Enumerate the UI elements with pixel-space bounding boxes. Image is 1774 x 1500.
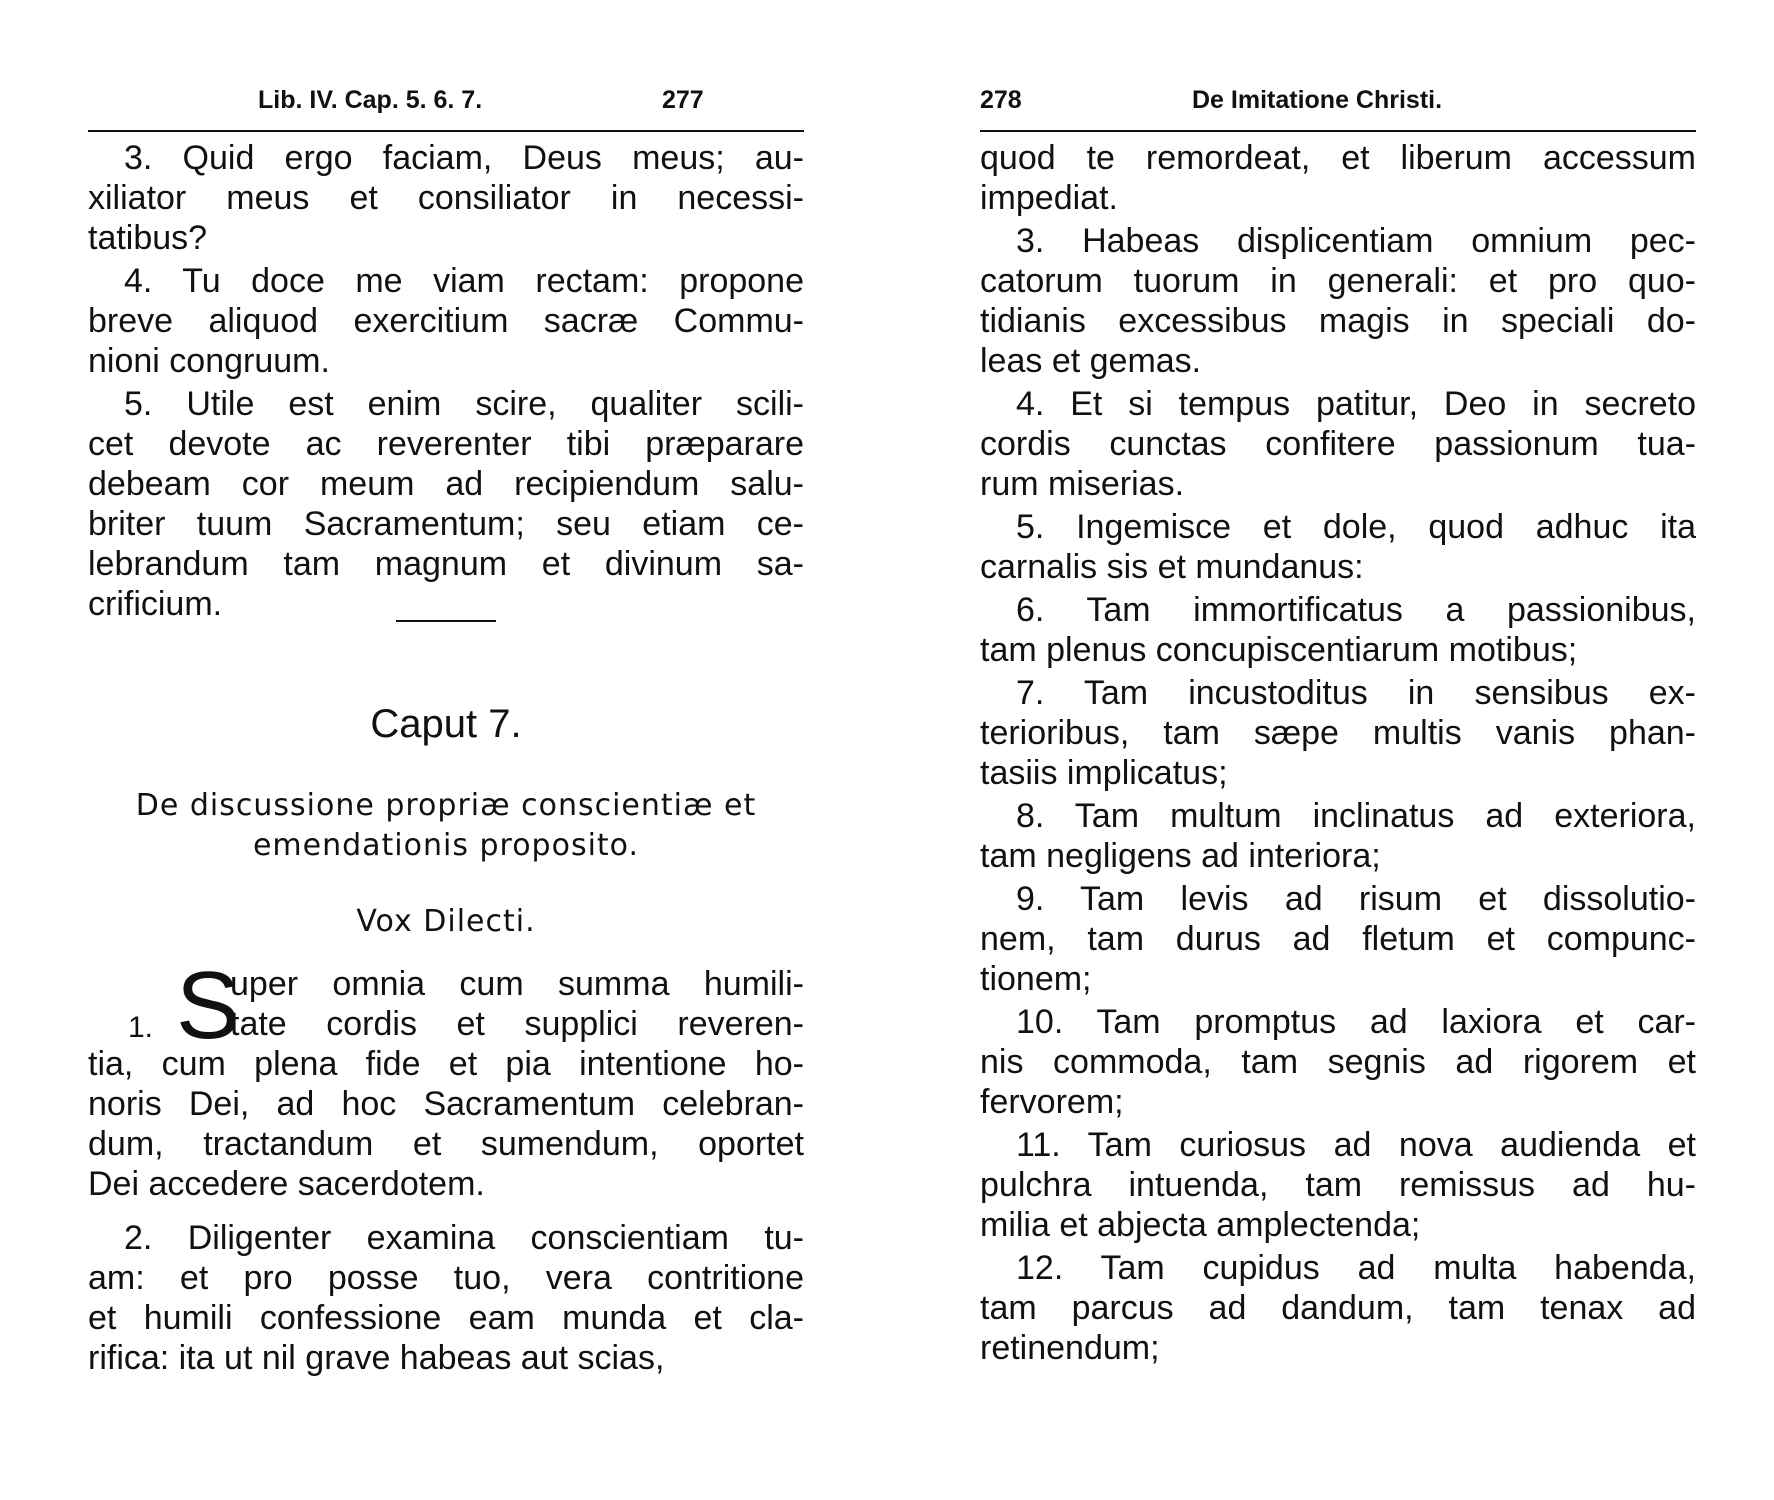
text-line: tatibus? [88, 219, 208, 257]
paragraph [88, 1218, 804, 1378]
section-divider [396, 620, 496, 622]
text-line: tasiis implicatus; [980, 754, 1228, 792]
text-line: tate cordis et supplici reveren- [230, 1005, 804, 1043]
paragraph [980, 507, 1696, 587]
text-line: tionem; [980, 960, 1092, 998]
paragraph [980, 221, 1696, 381]
drop-cap: S [176, 952, 241, 1059]
paragraph [980, 590, 1696, 670]
paragraph [88, 261, 804, 381]
paragraph [980, 1248, 1696, 1368]
paragraph [980, 138, 1696, 218]
text-line: breve aliquod exercitium sacræ Commu- [88, 302, 804, 340]
header-rule [88, 130, 804, 132]
text-line: dum, tractandum et sumendum, oportet [88, 1125, 804, 1163]
running-head [88, 82, 804, 122]
text-line: nem, tam durus ad fletum et compunc- [980, 920, 1696, 958]
text-line: 3. Quid ergo faciam, Deus meus; au- [124, 139, 804, 177]
running-head [980, 82, 1696, 122]
text-line: leas et gemas. [980, 342, 1202, 380]
running-head-title: Lib. IV. Cap. 5. 6. 7. [258, 86, 483, 114]
text-line: 5. Ingemisce et dole, quod adhuc ita [1016, 508, 1696, 546]
text-line: et humili confessione eam munda et cla- [88, 1299, 804, 1337]
text-line: lebrandum tam magnum et divinum sa- [88, 545, 804, 583]
running-head-title: De Imitatione Christi. [1192, 86, 1443, 114]
text-line: pulchra intuenda, tam remissus ad hu- [980, 1166, 1696, 1204]
left-page [88, 0, 804, 1500]
text-line: am: et pro posse tuo, vera contritione [88, 1259, 804, 1297]
text-line: tam negligens ad interiora; [980, 837, 1381, 875]
paragraph [980, 1002, 1696, 1122]
header-rule [980, 130, 1696, 132]
text-line: tidianis excessibus magis in speciali do- [980, 302, 1696, 340]
speaker-label: Vox Dilecti. [356, 904, 536, 939]
text-line: cet devote ac reverenter tibi præparare [88, 425, 804, 463]
text-line: 6. Tam immortificatus a passionibus, [1016, 591, 1696, 629]
text-line: retinendum; [980, 1329, 1160, 1367]
text-line: tia, cum plena fide et pia intentione ho- [88, 1045, 804, 1083]
text-line: carnalis sis et mundanus: [980, 548, 1364, 586]
dropcap-paragraph [88, 952, 804, 1204]
text-line: 11. Tam curiosus ad nova audienda et [1016, 1126, 1696, 1164]
text-line: tam plenus concupiscentiarum motibus; [980, 631, 1578, 669]
paragraph [980, 384, 1696, 504]
text-line: 8. Tam multum inclinatus ad exteriora, [1016, 797, 1696, 835]
text-line: tam parcus ad dandum, tam tenax ad [980, 1289, 1696, 1327]
paragraph [88, 384, 804, 624]
text-line: xiliator meus et consiliator in necessi- [88, 179, 804, 217]
chapter-title: Caput 7. [370, 702, 522, 746]
paragraph [980, 879, 1696, 999]
text-line: 7. Tam incustoditus in sensibus ex- [1016, 674, 1696, 712]
text-line: debeam cor meum ad recipiendum salu- [88, 465, 804, 503]
page-number: 277 [662, 86, 704, 114]
page-number: 278 [980, 86, 1022, 114]
text-line: 5. Utile est enim scire, qualiter scili- [124, 385, 804, 423]
text-line: milia et abjecta amplectenda; [980, 1206, 1421, 1244]
text-line: 4. Tu doce me viam rectam: propone [124, 262, 804, 300]
text-line: 2. Diligenter examina conscientiam tu- [124, 1219, 804, 1257]
text-block [980, 138, 1696, 1371]
text-line: catorum tuorum in generali: et pro quo- [980, 262, 1696, 300]
right-page [980, 0, 1696, 1500]
paragraph [980, 673, 1696, 793]
text-line: terioribus, tam sæpe multis vanis phan- [980, 714, 1696, 752]
text-line: 9. Tam levis ad risum et dissolutio- [1016, 880, 1696, 918]
text-line: rum miserias. [980, 465, 1185, 503]
text-block [88, 138, 804, 627]
chapter-subtitle [88, 786, 804, 866]
paragraph-number: 1. [128, 1011, 154, 1044]
text-block [88, 1218, 804, 1381]
text-line: 12. Tam cupidus ad multa habenda, [1016, 1249, 1696, 1287]
text-line: briter tuum Sacramentum; seu etiam ce- [88, 505, 804, 543]
paragraph [88, 138, 804, 258]
text-line: nis commoda, tam segnis ad rigorem et [980, 1043, 1696, 1081]
paragraph [980, 796, 1696, 876]
text-line: nioni congruum. [88, 342, 330, 380]
text-line: fervorem; [980, 1083, 1124, 1121]
subtitle-line: emendationis proposito. [252, 828, 640, 863]
text-line: 3. Habeas displicentiam omnium pec- [1016, 222, 1696, 260]
subtitle-line: De discussione propriæ conscientiæ et [135, 788, 757, 823]
text-line: 4. Et si tempus patitur, Deo in secreto [1016, 385, 1696, 423]
text-line: impediat. [980, 179, 1118, 217]
text-line: cordis cunctas confitere passionum tua- [980, 425, 1696, 463]
paragraph [980, 1125, 1696, 1245]
text-line: quod te remordeat, et liberum accessum [980, 139, 1696, 177]
text-line: 10. Tam promptus ad laxiora et car- [1016, 1003, 1696, 1041]
text-line: rifica: ita ut nil grave habeas aut scias, [88, 1339, 665, 1377]
text-line: crificium. [88, 585, 223, 623]
text-line: noris Dei, ad hoc Sacramentum celebran- [88, 1085, 804, 1123]
text-line: uper omnia cum summa humili- [230, 965, 804, 1003]
text-line: Dei accedere sacerdotem. [88, 1165, 485, 1203]
